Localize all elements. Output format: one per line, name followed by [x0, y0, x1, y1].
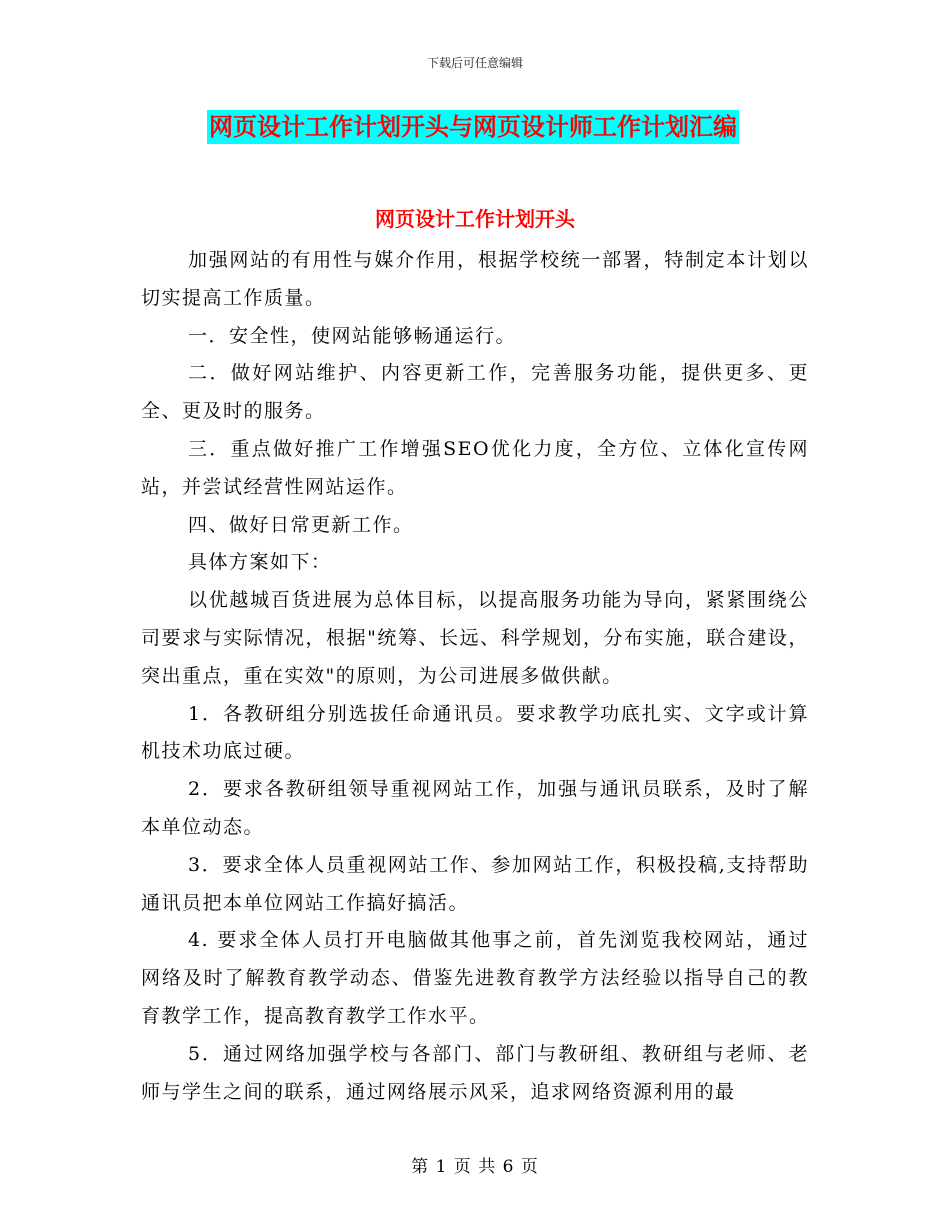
paragraph: 一．安全性，使网站能够畅通运行。 — [188, 324, 517, 347]
paragraph: 5．通过网络加强学校与各部门、部门与教研组、教研组与老师、老师与学生之间的联系，通过网络展示风采，追求网络资源利用的最 — [141, 1042, 809, 1103]
document-body — [141, 242, 809, 1111]
paragraph: 4. 要求全体人员打开电脑做其他事之前，首先浏览我校网站，通过网络及时了解教育教学动态、借鉴先进教育教学方法经验以指导自己的教育教学工作，提高教育教学工作水平。 — [141, 929, 809, 1027]
header-note: 下载后可任意编辑 — [426, 56, 523, 70]
paragraph: 具体方案如下： — [188, 551, 332, 574]
paragraph: 2．要求各教研组领导重视网站工作，加强与通讯员联系，及时了解本单位动态。 — [141, 778, 809, 838]
paragraph: 3．要求全体人员重视网站工作、参加网站工作，积极投稿,支持帮助通讯员把本单位网站工作搞好搞活。 — [141, 853, 809, 914]
section-title: 网页设计工作计划开头 — [375, 207, 575, 231]
paragraph: 四、做好日常更新工作。 — [188, 513, 414, 536]
paragraph: 二．做好网站维护、内容更新工作，完善服务功能，提供更多、更全、更及时的服务。 — [141, 362, 809, 423]
document-title: 网页设计工作计划开头与网页设计师工作计划汇编 — [207, 110, 739, 144]
paragraph: 以优越城百货进展为总体目标，以提高服务功能为导向，紧紧围绕公司要求与实际情况，根据"统筹、长远、科学规划，分布实施，联合建设，突出重点，重在实效"的原则，为公司进展多做供献。 — [141, 589, 809, 687]
paragraph: 1．各教研组分别选拔任命通讯员。要求教学功底扎实、文字或计算机技术功底过硬。 — [141, 702, 809, 763]
paragraph: 三．重点做好推广工作增强SEO优化力度，全方位、立体化宣传网站，并尝试经营性网站运作。 — [141, 437, 809, 498]
page-number: 第 1 页 共 6 页 — [411, 1157, 539, 1177]
paragraph: 加强网站的有用性与媒介作用，根据学校统一部署，特制定本计划以切实提高工作质量。 — [141, 249, 809, 309]
